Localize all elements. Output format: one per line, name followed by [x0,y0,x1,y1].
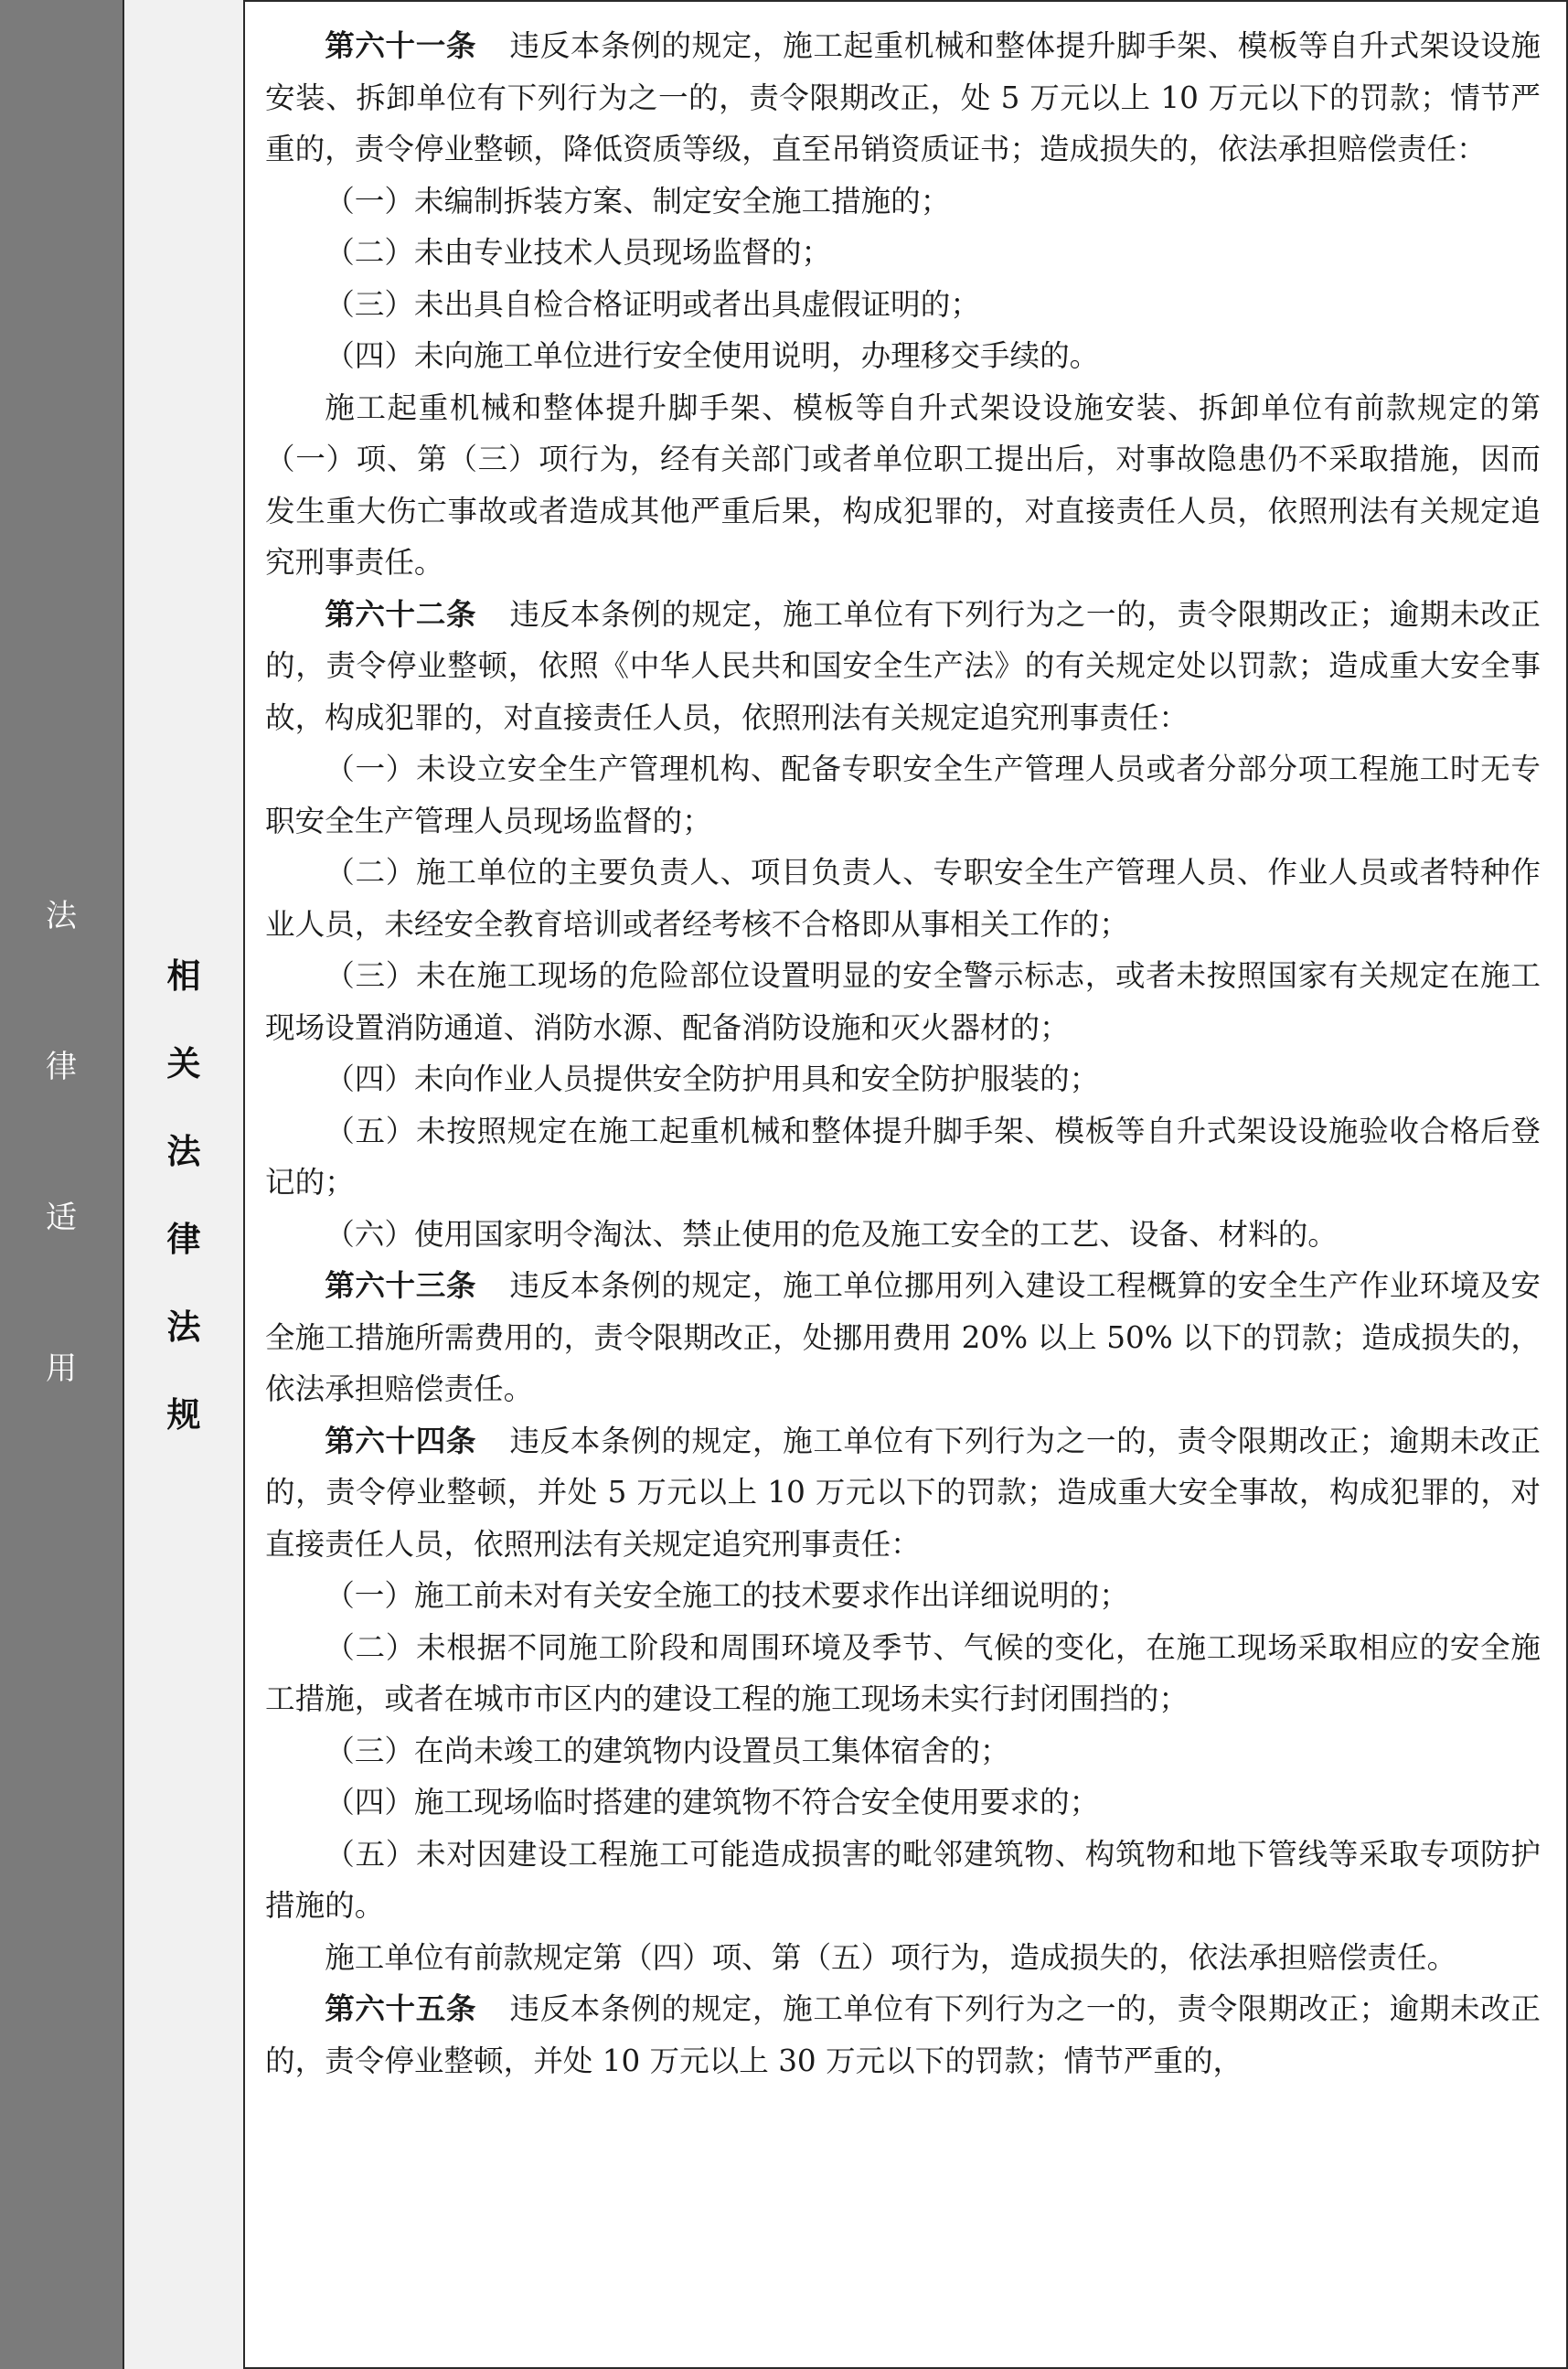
paragraph [265,1829,1541,1932]
paragraph [265,1932,1541,1984]
paragraph [265,1622,1541,1725]
paragraph-text: 施工单位有前款规定第（四）项、第（五）项行为，造成损失的，依法承担赔偿责任。 [325,1939,1457,1975]
paragraph [265,1260,1541,1415]
subcategory-char: 相 [166,956,201,996]
paragraph-text: （二）未根据不同施工阶段和周围环境及季节、气候的变化，在施工现场采取相应的安全施工措施，或者在城市市区内的建设工程的施工现场未实行封闭围挡的； [265,1629,1541,1716]
subcategory-column [124,0,245,2369]
paragraph-text: （三）未在施工现场的危险部位设置明显的安全警示标志，或者未按照国家有关规定在施工现场设置消防通道、消防水源、配备消防设施和灭火器材的； [265,958,1541,1045]
paragraph [265,589,1541,744]
paragraph-text: 违反本条例的规定，施工起重机械和整体提升脚手架、模板等自升式架设设施安装、拆卸单位有下列行为之一的，责令限期改正，处 5 万元以上 10 万元以下的罚款；情节严重的，责令停业整顿，降低资质等级，直至吊销资质证书；造成损失的，依法承担赔偿责任： [265,28,1541,166]
article-number: 第六十二条 [325,596,477,632]
paragraph-text: 违反本条例的规定，施工单位有下列行为之一的，责令限期改正；逾期未改正的，责令停业整顿，并处 10 万元以上 30 万元以下的罚款；情节严重的， [265,1991,1541,2078]
subcategory-char: 法 [166,1307,201,1347]
paragraph-text: （一）未设立安全生产管理机构、配备专职安全生产管理人员或者分部分项工程施工时无专职安全生产管理人员现场监督的； [265,752,1541,838]
paragraph-text: （一）施工前未对有关安全施工的技术要求作出详细说明的； [325,1578,1129,1613]
paragraph [265,1209,1541,1261]
article-number: 第六十四条 [325,1423,477,1458]
paragraph-text: 违反本条例的规定，施工单位挪用列入建设工程概算的安全生产作业环境及安全施工措施所需费用的，责令限期改正，处挪用费用 20% 以上 50% 以下的罚款；造成损失的，依法承担赔偿责任。 [265,1268,1541,1406]
paragraph [265,176,1541,228]
paragraph [265,1777,1541,1829]
regulation-text [265,20,1541,2086]
paragraph [265,743,1541,847]
paragraph-text: 违反本条例的规定，施工单位有下列行为之一的，责令限期改正；逾期未改正的，责令停业整顿，依照《中华人民共和国安全生产法》的有关规定处以罚款；造成重大安全事故，构成犯罪的，对直接责任人员，依照刑法有关规定追究刑事责任： [265,596,1541,735]
category-column [0,0,124,2369]
paragraph-text: （三）未出具自检合格证明或者出具虚假证明的； [325,286,980,322]
subcategory-char: 法 [166,1132,201,1171]
paragraph-text: 违反本条例的规定，施工单位有下列行为之一的，责令限期改正；逾期未改正的，责令停业整顿，并处 5 万元以上 10 万元以下的罚款；造成重大安全事故，构成犯罪的，对直接责任人员，依照刑法有关规定追究刑事责任： [265,1423,1541,1562]
paragraph-text: （四）未向作业人员提供安全防护用具和安全防护服装的； [325,1062,1100,1096]
paragraph-text: （一）未编制拆装方案、制定安全施工措施的； [325,183,951,219]
paragraph-text: （五）未按照规定在施工起重机械和整体提升脚手架、模板等自升式架设设施验收合格后登记的； [265,1113,1541,1200]
paragraph [265,382,1541,589]
subcategory-char: 关 [166,1044,201,1083]
paragraph [265,1570,1541,1622]
paragraph [265,950,1541,1053]
paragraph-text: （二）未由专业技术人员现场监督的； [325,235,832,270]
subcategory-char: 规 [166,1395,201,1435]
paragraph [265,1983,1541,2086]
paragraph-text: （二）施工单位的主要负责人、项目负责人、专职安全生产管理人员、作业人员或者特种作业人员，未经安全教育培训或者经考核不合格即从事相关工作的； [265,855,1541,942]
paragraph-text: （四）未向施工单位进行安全使用说明，办理移交手续的。 [325,338,1100,373]
category-char: 适 [46,1200,77,1236]
paragraph-text: 施工起重机械和整体提升脚手架、模板等自升式架设设施安装、拆卸单位有前款规定的第（一）项、第（三）项行为，经有关部门或者单位职工提出后，对事故隐患仍不采取措施，因而发生重大伤亡事故或者造成其他严重后果，构成犯罪的，对直接责任人员，依照刑法有关规定追究刑事责任。 [265,389,1541,580]
paragraph [265,1725,1541,1777]
paragraph [265,279,1541,331]
paragraph-text: （三）在尚未竣工的建筑物内设置员工集体宿舍的； [325,1733,1010,1768]
article-number: 第六十五条 [325,1991,477,2026]
category-label [0,841,123,1445]
category-char: 律 [46,1049,77,1085]
paragraph-text: （五）未对因建设工程施工可能造成损害的毗邻建筑物、构筑物和地下管线等采取专项防护措施的。 [265,1836,1541,1923]
category-char: 法 [46,898,77,934]
paragraph [265,847,1541,950]
paragraph [265,1105,1541,1209]
paragraph [265,1053,1541,1105]
article-number: 第六十一条 [325,28,477,63]
subcategory-char: 律 [166,1220,201,1259]
subcategory-label [124,933,243,1459]
paragraph [265,227,1541,279]
paragraph-text: （六）使用国家明令淘汰、禁止使用的危及施工安全的工艺、设备、材料的。 [325,1216,1338,1252]
paragraph [265,20,1541,176]
paragraph-text: （四）施工现场临时搭建的建筑物不符合安全使用要求的； [325,1785,1100,1819]
paragraph [265,1415,1541,1571]
article-number: 第六十三条 [325,1268,477,1303]
category-char: 用 [46,1350,77,1387]
paragraph [265,330,1541,382]
